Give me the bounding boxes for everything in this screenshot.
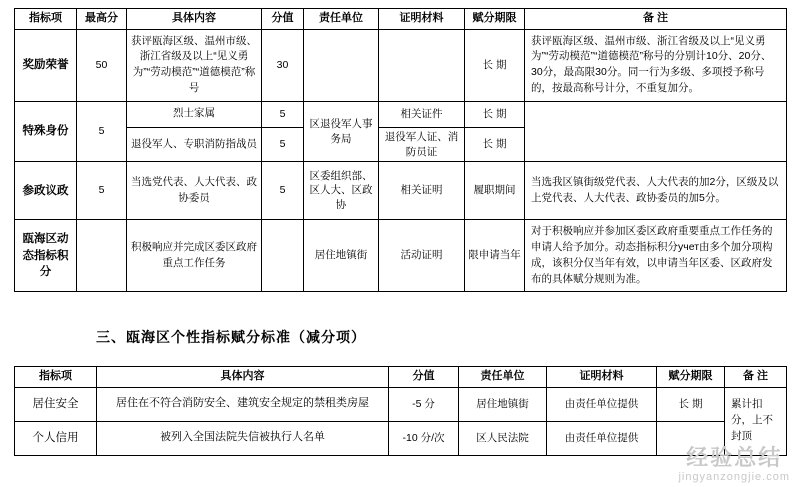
cell-proof: 由责任单位提供: [547, 421, 657, 455]
th-remark: 备 注: [525, 9, 787, 30]
watermark-sub-text: jingyanzongjie.com: [678, 471, 790, 483]
cell-score: 5: [262, 127, 304, 162]
th-max-score: 最高分: [77, 9, 127, 30]
cell-max-score: [77, 220, 127, 292]
cell-unit: [304, 29, 379, 101]
cell-remark: 获评瓯海区级、温州市级、浙江省级及以上“见义勇为”“劳动模范”“道德模范”称号的分别计10分、20分、30分，最高限30分。同一行为多级、多项授予称号的，按最高称号计分，不重复加分。: [525, 29, 787, 101]
cell-score: -5 分: [389, 387, 459, 421]
watermark-main-text: 经验总结: [686, 445, 783, 471]
cell-score: 30: [262, 29, 304, 101]
table-header-row: [15, 9, 787, 30]
cell-score: [262, 220, 304, 292]
cell-content: 被列入全国法院失信被执行人名单: [97, 421, 389, 455]
cell-content: 退役军人、专职消防指战员: [127, 127, 262, 162]
cell-unit: 区人民法院: [459, 421, 547, 455]
cell-term: 履职期间: [465, 162, 525, 220]
cell-content: 获评瓯海区级、温州市级、浙江省级及以上“见义勇为”“劳动模范”“道德模范”称号: [127, 29, 262, 101]
cell-remark: 累计扣分，上不封顶: [725, 387, 787, 455]
th-item: 指标项: [15, 9, 77, 30]
cell-item: 参政议政: [15, 162, 77, 220]
cell-unit: 区委组织部、区人大、区政协: [304, 162, 379, 220]
cell-term: 长 期: [465, 101, 525, 127]
th-content: 具体内容: [97, 367, 389, 388]
cell-score: 5: [262, 101, 304, 127]
cell-proof: 由责任单位提供: [547, 387, 657, 421]
cell-term: 长 期: [465, 127, 525, 162]
cell-content: 积极响应并完成区委区政府重点工作任务: [127, 220, 262, 292]
cell-content: 居住在不符合消防安全、建筑安全规定的禁租类房屋: [97, 387, 389, 421]
cell-item: 瓯海区动态指标积分: [15, 220, 77, 292]
table-row: [15, 29, 787, 101]
cell-score: 5: [262, 162, 304, 220]
cell-content: 当选党代表、人大代表、政协委员: [127, 162, 262, 220]
cell-proof: [379, 29, 465, 101]
cell-unit: 区退役军人事务局: [304, 101, 379, 162]
cell-max-score: 50: [77, 29, 127, 101]
cell-term: 长 期: [657, 387, 725, 421]
th-score: 分值: [389, 367, 459, 388]
cell-max-score: 5: [77, 101, 127, 162]
cell-proof: 活动证明: [379, 220, 465, 292]
th-score: 分值: [262, 9, 304, 30]
cell-remark: 当选我区镇街级党代表、人大代表的加2分，区级及以上党代表、人大代表、政协委员的加5分。: [525, 162, 787, 220]
cell-item: 个人信用: [15, 421, 97, 455]
section-title: 三、瓯海区个性指标赋分标准（减分项）: [96, 329, 366, 345]
cell-score: -10 分/次: [389, 421, 459, 455]
table-row: [15, 220, 787, 292]
cell-term: [657, 421, 725, 455]
cell-term: 限申请当年: [465, 220, 525, 292]
th-term: 赋分期限: [657, 367, 725, 388]
cell-item: 特殊身份: [15, 101, 77, 162]
cell-content: 烈士家属: [127, 101, 262, 127]
table-row: [15, 162, 787, 220]
cell-term: 长 期: [465, 29, 525, 101]
cell-proof: 相关证件: [379, 101, 465, 127]
scoring-table-bonus: [14, 8, 787, 292]
th-content: 具体内容: [127, 9, 262, 30]
cell-remark: [525, 101, 787, 162]
th-item: 指标项: [15, 367, 97, 388]
table-row: [15, 101, 787, 127]
cell-proof: 退役军人证、消防员证: [379, 127, 465, 162]
cell-unit: 居住地镇街: [459, 387, 547, 421]
table-row: [15, 387, 787, 421]
table-row: [15, 421, 787, 455]
th-remark: 备 注: [725, 367, 787, 388]
cell-item: 奖励荣誉: [15, 29, 77, 101]
th-proof: 证明材料: [547, 367, 657, 388]
th-unit: 责任单位: [304, 9, 379, 30]
cell-unit: 居住地镇街: [304, 220, 379, 292]
th-term: 赋分期限: [465, 9, 525, 30]
cell-proof: 相关证明: [379, 162, 465, 220]
th-unit: 责任单位: [459, 367, 547, 388]
cell-remark: 对于积极响应并参加区委区政府重要重点工作任务的申请人给予加分。动态指标积分учет由多个加分项构成，该积分仅当年有效，以申请当年区委、区政府发布的具体赋分规则为准。: [525, 220, 787, 292]
scoring-table-deduction: [14, 366, 787, 456]
table-header-row: [15, 367, 787, 388]
th-proof: 证明材料: [379, 9, 465, 30]
cell-max-score: 5: [77, 162, 127, 220]
cell-item: 居住安全: [15, 387, 97, 421]
